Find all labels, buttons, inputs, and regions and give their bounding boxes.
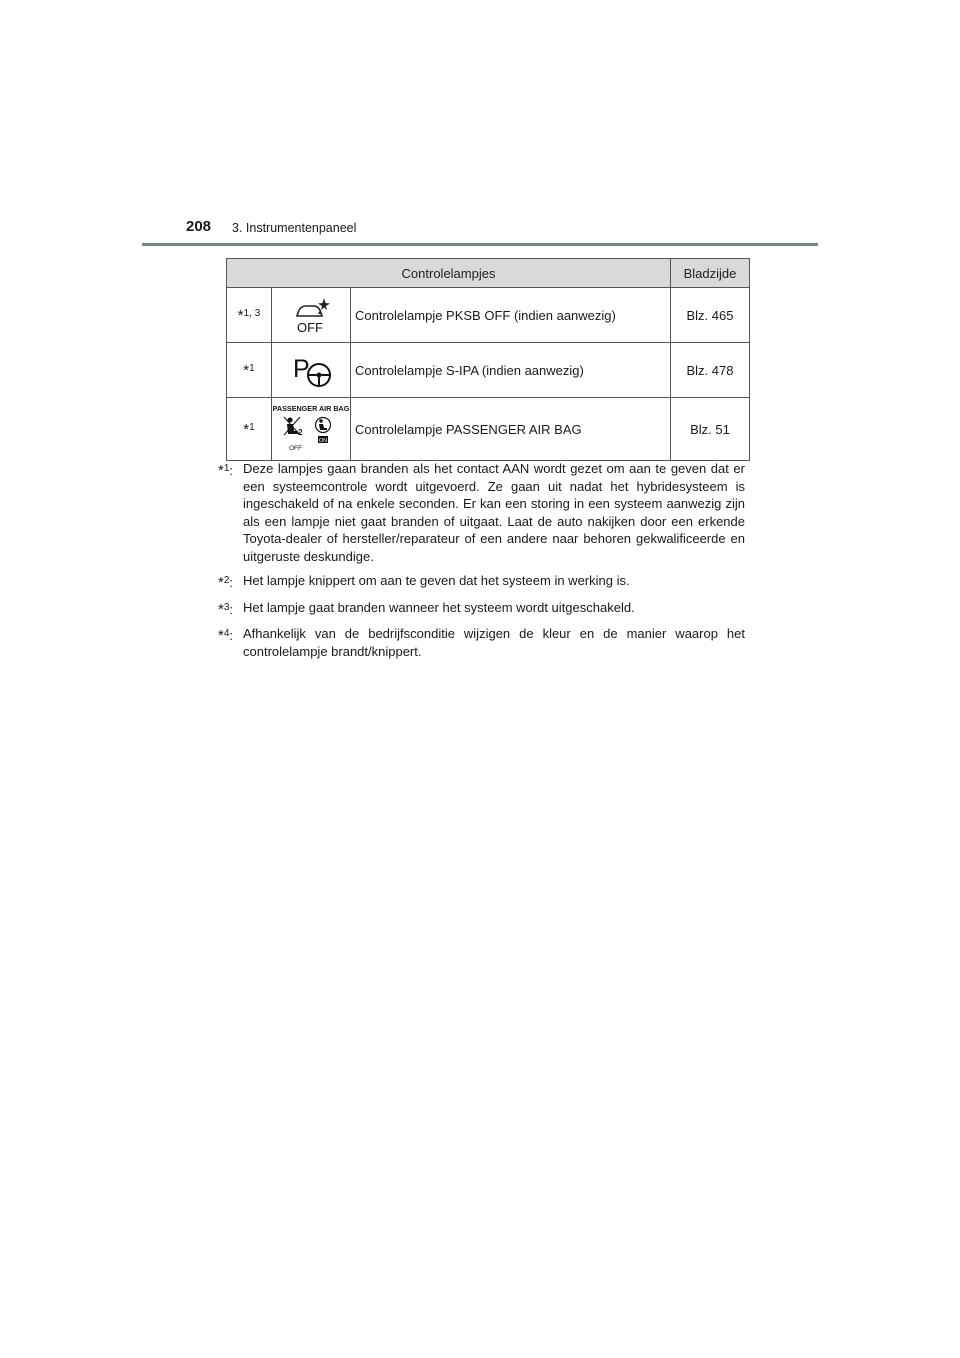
pksb-off-label: OFF xyxy=(297,320,323,335)
star-mark: * xyxy=(218,462,224,479)
airbag-on-label: ON xyxy=(318,438,328,444)
footnote-number: 4 xyxy=(223,628,230,639)
footnote-separator: : xyxy=(229,463,234,478)
svg-text:2: 2 xyxy=(298,428,303,437)
footnotes xyxy=(218,460,745,667)
pksb-off-icon xyxy=(272,288,351,343)
ref-numbers: 1 xyxy=(249,362,255,374)
footnote-ref xyxy=(227,398,272,461)
page-reference: Blz. 478 xyxy=(671,343,750,398)
page-reference: Blz. 51 xyxy=(671,398,750,461)
footnote-marker xyxy=(218,460,243,565)
s-ipa-letter: P xyxy=(293,355,310,383)
star-mark: * xyxy=(237,306,244,324)
page-reference: Blz. 465 xyxy=(671,288,750,343)
footnote-separator: : xyxy=(229,575,234,590)
page-number: 208 xyxy=(186,218,212,235)
star-mark: * xyxy=(243,361,250,379)
lamp-description: Controlelampje S-IPA (indien aanwezig) xyxy=(351,343,671,398)
footnote-text: Het lampje gaat branden wanneer het systeem wordt uitgeschakeld. xyxy=(243,599,635,615)
airbag-off-label: OFF xyxy=(289,445,302,452)
footnote xyxy=(218,599,745,619)
footnote xyxy=(218,572,745,592)
star-mark: * xyxy=(218,574,224,591)
footnote-text: Deze lampjes gaan branden als het contact AAN wordt gezet om aan te geven dat er een systeemcontrole wordt uitgevoerd. Ze gaan uit nadat het hybridesysteem is ingeschakeld of na enkele seconden. Er kan een storing in een systeem aanwezig zijn als een lampje niet gaat branden of uitgaat. Laat de auto nakijken door een erkende Toyota-dealer of hersteller/reparateur of een andere naar behoren gekwalificeerde en uitgeruste deskundige. xyxy=(243,461,745,564)
star-mark: * xyxy=(218,627,224,644)
footnote-number: 1 xyxy=(223,463,230,474)
column-header-page: Bladzijde xyxy=(671,259,750,288)
footnote-marker xyxy=(218,572,243,592)
footnote xyxy=(218,625,745,660)
lamp-description: Controlelampje PKSB OFF (indien aanwezig) xyxy=(351,288,671,343)
lamp-description: Controlelampje PASSENGER AIR BAG xyxy=(351,398,671,461)
s-ipa-icon xyxy=(272,343,351,398)
header-rule xyxy=(142,243,818,246)
warning-lamps-table xyxy=(226,258,750,461)
footnote-ref xyxy=(227,343,272,398)
footnote-ref xyxy=(227,288,272,343)
footnote xyxy=(218,460,745,565)
table-row xyxy=(227,343,750,398)
footnote-separator: : xyxy=(229,601,234,617)
footnote-text: Afhankelijk van de bedrijfsconditie wijzigen de kleur en de manier waarop het controlelampje brandt/knippert. xyxy=(243,626,745,659)
star-mark: * xyxy=(243,420,250,438)
star-mark: * xyxy=(218,600,224,618)
footnote-text: Het lampje knippert om aan te geven dat het systeem in werking is. xyxy=(243,573,630,588)
ref-numbers: 1, 3 xyxy=(243,307,261,319)
passenger-airbag-icon xyxy=(272,398,351,461)
footnote-marker xyxy=(218,599,243,619)
table-row xyxy=(227,288,750,343)
footnote-separator: : xyxy=(229,628,234,643)
footnote-number: 3 xyxy=(223,601,230,613)
table-row xyxy=(227,398,750,461)
table-header-row xyxy=(227,259,750,288)
footnote-number: 2 xyxy=(223,575,230,586)
airbag-icon-label: PASSENGER AIR BAG xyxy=(272,404,350,413)
section-title: 3. Instrumentenpaneel xyxy=(232,221,357,235)
ref-numbers: 1 xyxy=(249,421,255,433)
footnote-marker xyxy=(218,625,243,660)
column-header-lamps: Controlelampjes xyxy=(227,259,671,288)
